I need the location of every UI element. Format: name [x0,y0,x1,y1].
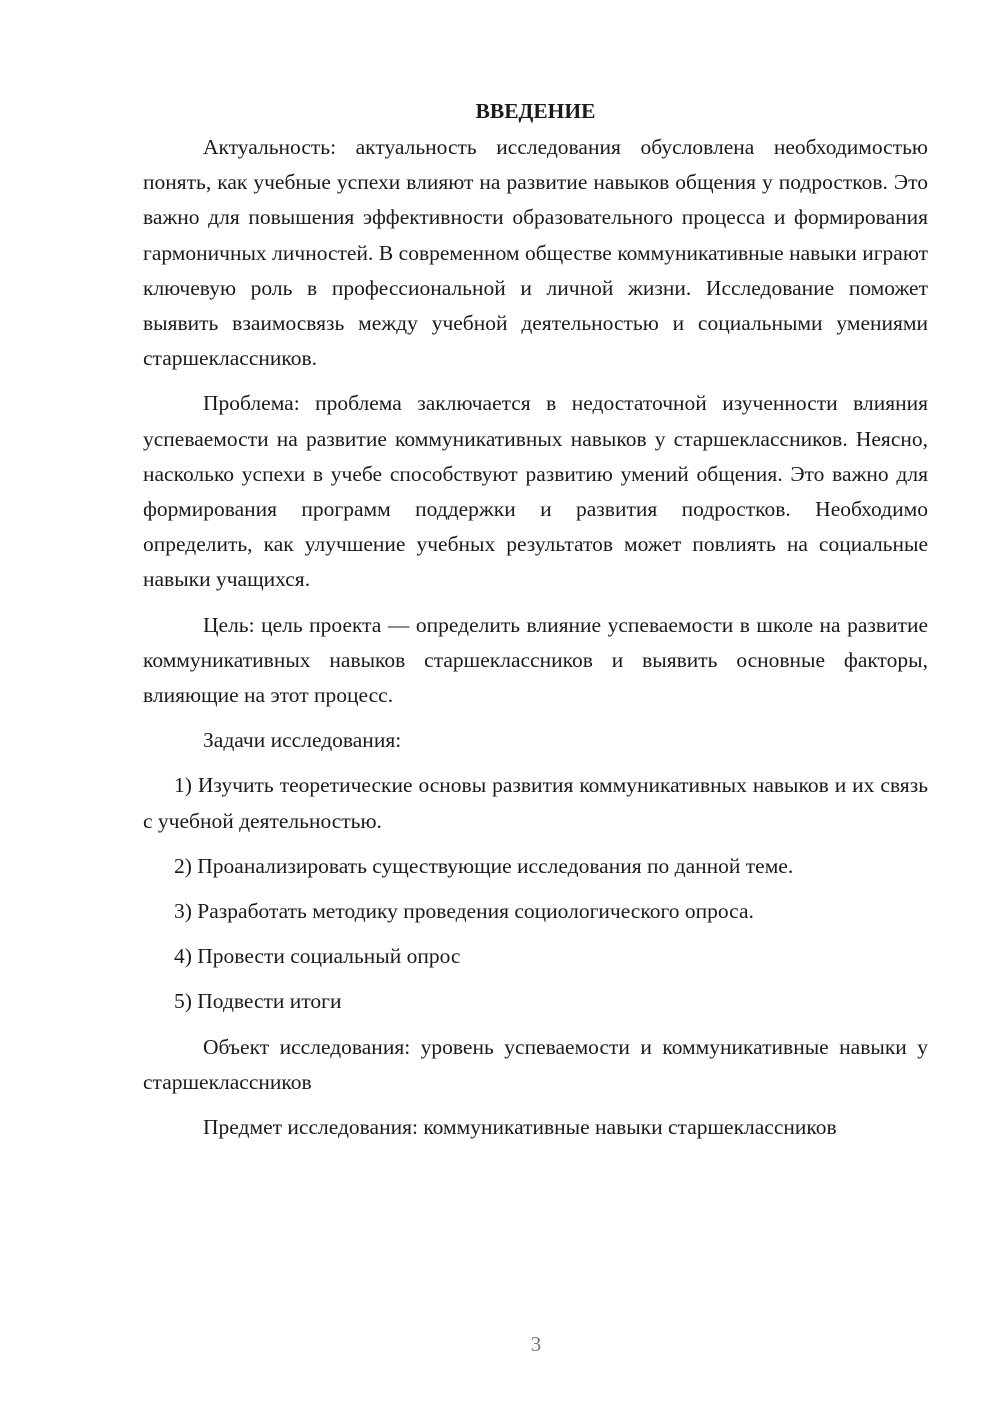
page-title: ВВЕДЕНИЕ [475,99,596,123]
task-item-5: 5) Подвести итоги [174,989,342,1014]
subject-paragraph: Предмет исследования: коммуникативные навыки старшеклассников [203,1115,837,1140]
relevance-paragraph: Актуальность: актуальность исследования обусловлена необходимостью понять, как учебные успехи влияют на развитие навыков общения у подростков. Это важно для повышения эффективности образовательного процесса и формирования гармоничных личностей. В современном обществе коммуникативные навыки играют ключевую роль в профессиональной и личной жизни. Исследование поможет выявить взаимосвязь между учебной деятельностью и социальными умениями старшеклассников. [143,135,928,371]
task-item-2: 2) Проанализировать существующие исследования по данной теме. [174,853,794,878]
task-item-4: 4) Провести социальный опрос [174,944,461,969]
problem-paragraph: Проблема: проблема заключается в недостаточной изученности влияния успеваемости на развитие коммуникативных навыков у старшеклассников. Неясно, насколько успехи в учебе способствуют развитию умений общения. Это важно для формирования программ поддержки и развития подростков. Необходимо определить, как улучшение учебных результатов может повлиять на социальные навыки учащихся. [143,391,928,592]
document-page [143,96,928,1155]
tasks-heading: Задачи исследования: [203,728,402,753]
goal-paragraph: Цель: цель проекта — определить влияние успеваемости в школе на развитие коммуникативных навыков старшеклассников и выявить основные факторы, влияющие на этот процесс. [143,612,928,708]
page-number: 3 [530,1332,542,1356]
object-paragraph: Объект исследования: уровень успеваемости и коммуникативные навыки у старшеклассников [143,1034,928,1094]
task-item-3: 3) Разработать методику проведения социологического опроса. [174,899,754,924]
task-item-1: 1) Изучить теоретические основы развития коммуникативных навыков и их связь с учебной деятельностью. [143,773,928,833]
